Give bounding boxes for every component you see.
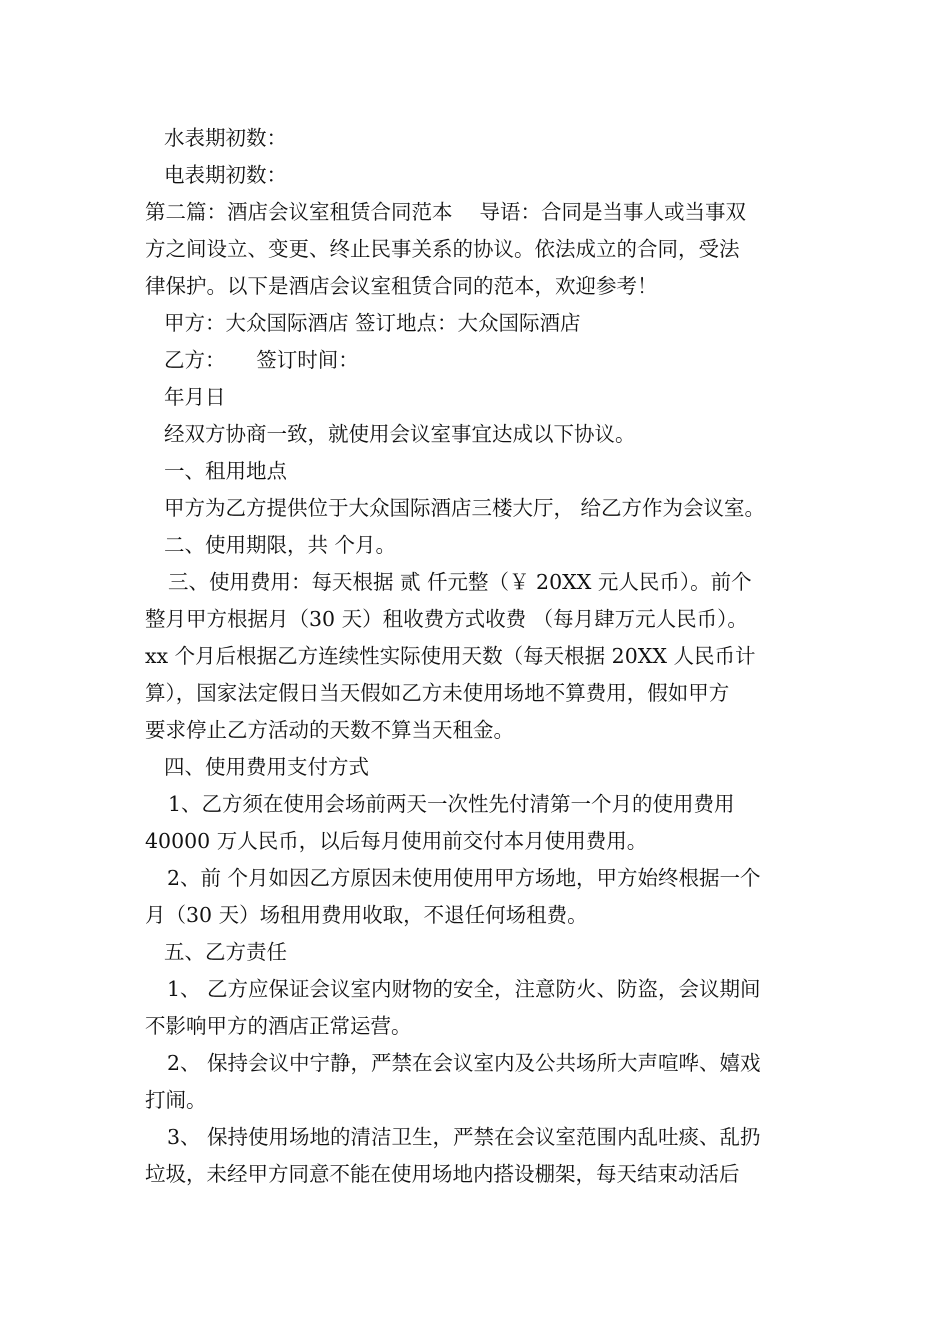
text-line: 水表期初数： [164,126,287,150]
text-line: 律保护。以下是酒店会议室租赁合同的范本，欢迎参考！ [145,274,658,298]
text-line: 垃圾，未经甲方同意不能在使用场地内搭设棚架，每天结束动活后 [145,1162,740,1186]
text-line: 电表期初数： [164,163,287,187]
text-line: 打闹。 [145,1088,207,1112]
text-line: 2、 保持会议中宁静，严禁在会议室内及公共场所大声喧哗、嬉戏 [167,1051,761,1075]
text-line: 五、乙方责任 [164,940,287,964]
text-line: 月（30 天）场租用费用收取，不退任何场租费。 [145,903,588,927]
text-line: 第二篇：酒店会议室租赁合同范本 导语：合同是当事人或当事双 [145,200,747,224]
text-line: 不影响甲方的酒店正常运营。 [145,1014,412,1038]
text-line: 乙方： 签订时间： [164,348,359,372]
text-line: 甲方：大众国际酒店 签订地点：大众国际酒店 [164,311,581,335]
text-line: 1、乙方须在使用会场前两天一次性先付清第一个月的使用费用 [168,792,735,816]
text-line: 三、使用费用：每天根据 贰 仟元整（￥ 20XX 元人民币）。前个 [168,570,752,594]
text-line: 要求停止乙方活动的天数不算当天租金。 [145,718,514,742]
text-line: 3、 保持使用场地的清洁卫生，严禁在会议室范围内乱吐痰、乱扔 [167,1125,761,1149]
text-line: xx 个月后根据乙方连续性实际使用天数（每天根据 20XX 人民币计 [145,644,756,668]
text-line: 经双方协商一致，就使用会议室事宜达成以下协议。 [164,422,636,446]
text-line: 四、使用费用支付方式 [164,755,369,779]
text-line: 年月日 [164,385,226,409]
text-line: 一、租用地点 [164,459,287,483]
text-line: 1、 乙方应保证会议室内财物的安全，注意防火、防盗，会议期间 [167,977,761,1001]
text-line: 方之间设立、变更、终止民事关系的协议。依法成立的合同，受法 [145,237,740,261]
text-line: 二、使用期限，共 个月。 [164,533,397,557]
text-line: 甲方为乙方提供位于大众国际酒店三楼大厅， 给乙方作为会议室。 [164,496,766,520]
text-line: 2、前 个月如因乙方原因未使用使用甲方场地，甲方始终根据一个 [167,866,761,890]
text-line: 40000 万人民币，以后每月使用前交付本月使用费用。 [145,829,648,853]
text-line: 整月甲方根据月（30 天）租收费方式收费 （每月肆万元人民币）。 [145,607,748,631]
text-line: 算），国家法定假日当天假如乙方未使用场地不算费用，假如甲方 [145,681,730,705]
